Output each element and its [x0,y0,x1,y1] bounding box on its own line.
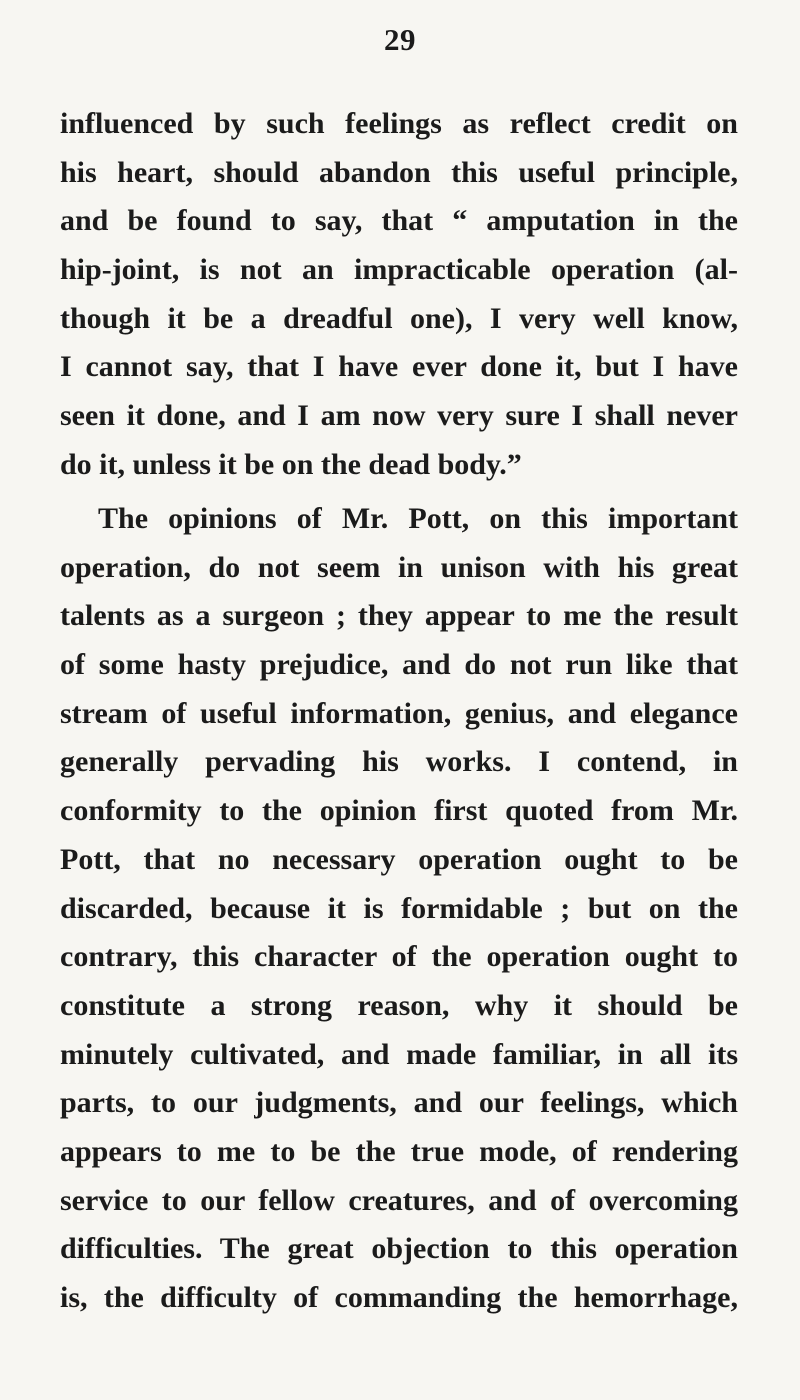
text-line: Pott, that no necessary operation ought to be [60,842,738,876]
text-line: parts, to our judgments, and our feelings, which [60,1086,738,1120]
text-line: appears to me to be the true mode, of rendering [60,1134,738,1168]
text-line: and be found to say, that “ amputation in the [60,204,738,238]
text-line: his heart, should abandon this useful principle, [60,155,738,189]
paragraph-1 [60,100,738,490]
paragraph-2 [60,495,738,1323]
text-line: The opinions of Mr. Pott, on this important [98,502,738,535]
text-line: service to our fellow creatures, and of overcoming [60,1183,738,1217]
text-line: hip-joint, is not an impracticable operation (al- [60,253,738,287]
text-line: operation, do not seem in unison with his great [60,550,738,584]
text-line: talents as a surgeon ; they appear to me the result [60,599,738,633]
text-line: influenced by such feelings as reflect credit on [60,107,738,140]
page-number: 29 [384,22,416,57]
text-line: do it, unless it be on the dead body.” [60,447,522,481]
text-line: of some hasty prejudice, and do not run like that [60,648,738,682]
text-line: conformity to the opinion first quoted from Mr. [60,794,738,828]
text-line: though it be a dreadful one), I very well know, [60,301,738,335]
text-line: constitute a strong reason, why it should be [60,988,738,1022]
text-line: I cannot say, that I have ever done it, but I have [60,350,738,384]
text-line: stream of useful information, genius, and elegance [60,696,738,730]
text-line: minutely cultivated, and made familiar, in all its [60,1037,738,1071]
text-line: difficulties. The great objection to this operation [60,1232,738,1266]
text-line: seen it done, and I am now very sure I shall never [60,399,738,433]
text-line: discarded, because it is formidable ; but on the [60,891,738,925]
text-line: generally pervading his works. I contend, in [60,745,738,779]
text-line: is, the difficulty of commanding the hemorrhage, [60,1281,738,1314]
text-line: contrary, this character of the operation ought to [60,940,738,974]
